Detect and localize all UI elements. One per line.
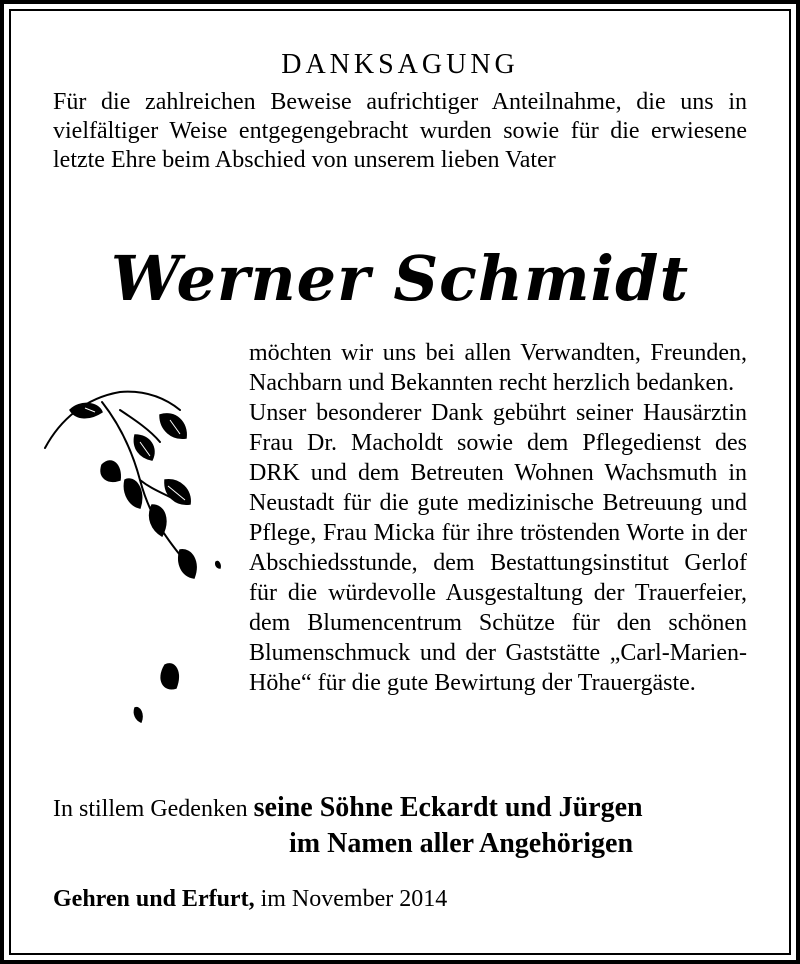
- notice-heading: DANKSAGUNG: [281, 49, 519, 80]
- intro-text: Für die zahlreichen Beweise aufrichtiger Anteilnahme, die uns in vielfältiger Weise entgegengebracht wurden sowie für die erwiesene letzte Ehre beim Abschied von unserem lieben Vater: [53, 89, 747, 173]
- footer-date: im November 2014: [260, 886, 448, 912]
- thanks-body: [249, 338, 747, 698]
- closing-lead: In stillem Gedenken: [53, 796, 248, 822]
- footer-line: [53, 884, 447, 914]
- signers-line-2: im Namen aller Angehörigen: [289, 828, 634, 859]
- footer-place: Gehren und Erfurt,: [53, 886, 255, 912]
- leaf-branch-icon: [40, 380, 240, 730]
- thanks-paragraph-2: Unser besonderer Dank gebührt seiner Hausärztin Frau Dr. Macholdt sowie dem Pflegedienst des DRK und dem Betreuten Wohnen Wachsmuth in Neustadt für die gute medizinische Betreuung und Pflege, Frau Micka für ihre tröstenden Worte in der Abschiedsstunde, dem Bestattungsinstitut Gerlof für die würdevolle Ausgestaltung der Trauerfeier, dem Blumencentrum Schütze für den schönen Blumenschmuck und der Gaststätte „Carl-Marien-Höhe“ für die gute Bewirtung der Trauergäste.: [249, 400, 747, 696]
- signers-line-1: seine Söhne Eckardt und Jürgen: [253, 792, 643, 823]
- thanks-paragraph-1: möchten wir uns bei allen Verwandten, Freunden, Nachbarn und Bekannten recht herzlich bedanken.: [249, 340, 747, 396]
- deceased-name: Werner Schmidt: [110, 242, 690, 315]
- closing-block: [53, 792, 773, 859]
